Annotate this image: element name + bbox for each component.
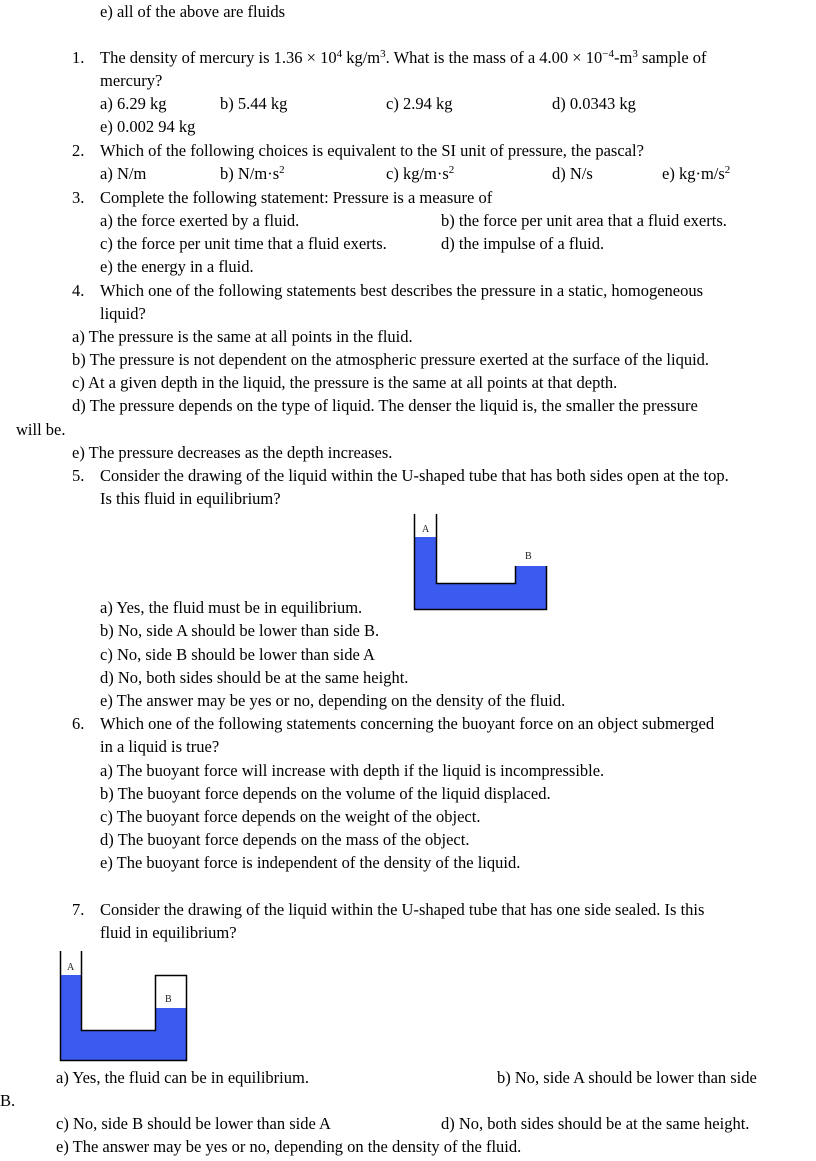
- q6-number: 6.: [72, 714, 85, 733]
- q4-option-b[interactable]: b) The pressure is not dependent on the atmospheric pressure exerted at the surface of the liquid.: [72, 350, 710, 369]
- q4-number: 4.: [72, 281, 85, 300]
- q6-option-c[interactable]: c) The buoyant force depends on the weight of the object.: [100, 807, 481, 826]
- q5-option-b[interactable]: b) No, side A should be lower than side B.: [100, 621, 380, 640]
- q3-number: 3.: [72, 188, 85, 207]
- q4-text-line2: liquid?: [100, 304, 146, 323]
- q6-option-b[interactable]: b) The buoyant force depends on the volume of the liquid displaced.: [100, 784, 551, 803]
- q5-text: Consider the drawing of the liquid within the U-shaped tube that has both sides open at the top.: [100, 466, 729, 485]
- q7-text: Consider the drawing of the liquid within the U-shaped tube that has one side sealed. Is this: [100, 900, 705, 919]
- q1-option-d[interactable]: d) 0.0343 kg: [552, 94, 636, 113]
- q1-option-e[interactable]: e) 0.002 94 kg: [100, 117, 196, 136]
- q2-number: 2.: [72, 141, 85, 160]
- q5-text-line2: Is this fluid in equilibrium?: [100, 489, 281, 508]
- q2-option-e[interactable]: e) $kg\cdot m/s^2$: [662, 164, 731, 183]
- q1-number: 1.: [72, 48, 85, 67]
- q4-option-e[interactable]: e) The pressure decreases as the depth increases.: [72, 443, 393, 462]
- q5-option-e[interactable]: e) The answer may be yes or no, depending on the density of the fluid.: [100, 691, 566, 710]
- intro-option: e) all of the above are fluids: [100, 2, 286, 21]
- q4-option-c[interactable]: c) At a given depth in the liquid, the pressure is the same at all points at that depth.: [72, 373, 618, 392]
- q2-option-b[interactable]: b) $N/m\cdot s^2$: [220, 164, 285, 183]
- q5-u-tube-figure: [413, 514, 548, 611]
- q6-option-e[interactable]: e) The buoyant force is independent of the density of the liquid.: [100, 853, 521, 872]
- q3-option-e[interactable]: e) the energy in a fluid.: [100, 257, 254, 276]
- q4-option-a[interactable]: a) The pressure is the same at all points in the fluid.: [72, 327, 413, 346]
- q6-option-a[interactable]: a) The buoyant force will increase with depth if the liquid is incompressible.: [100, 761, 605, 780]
- q7-liquid: [61, 975, 186, 1060]
- q7-label-b: B: [165, 994, 172, 1005]
- q7-option-b[interactable]: b) No, side A should be lower than side: [497, 1068, 757, 1087]
- q3-option-a[interactable]: a) the force exerted by a fluid.: [100, 211, 300, 230]
- q4-option-d-wrap[interactable]: will be.: [16, 420, 66, 439]
- q5-option-c[interactable]: c) No, side B should be lower than side A: [100, 645, 375, 664]
- q6-text: Which one of the following statements concerning the buoyant force on an object submerged: [100, 714, 715, 733]
- q3-option-d[interactable]: d) the impulse of a fluid.: [441, 234, 605, 253]
- q5-option-a[interactable]: a) Yes, the fluid must be in equilibrium.: [100, 598, 363, 617]
- q1-text-line2: mercury?: [100, 71, 163, 90]
- q7-option-a[interactable]: a) Yes, the fluid can be in equilibrium.: [56, 1068, 309, 1087]
- q4-option-d[interactable]: d) The pressure depends on the type of liquid. The denser the liquid is, the smaller the pressure: [72, 396, 698, 415]
- q3-text: Complete the following statement: Pressure is a measure of: [100, 188, 493, 207]
- q1-text: The density of mercury is $1.36 \times 10^4$ $kg/m^3$. What is the mass of a $4.00 \times 10^{-4}-m^3$ sample of: [100, 48, 707, 67]
- q5-option-d[interactable]: d) No, both sides should be at the same height.: [100, 668, 409, 687]
- q7-u-tube-figure: [59, 951, 188, 1062]
- q2-option-d[interactable]: d) N/s: [552, 164, 593, 183]
- q7-option-d[interactable]: d) No, both sides should be at the same height.: [441, 1114, 750, 1133]
- q7-label-a: A: [67, 962, 75, 973]
- q5-number: 5.: [72, 466, 85, 485]
- q2-text: Which of the following choices is equivalent to the SI unit of pressure, the pascal?: [100, 141, 644, 160]
- q1-option-a[interactable]: a) 6.29 kg: [100, 94, 167, 113]
- q3-option-c[interactable]: c) the force per unit time that a fluid exerts.: [100, 234, 387, 253]
- q1-option-c[interactable]: c) 2.94 kg: [386, 94, 453, 113]
- q3-option-b[interactable]: b) the force per unit area that a fluid exerts.: [441, 211, 727, 230]
- q5-label-a: A: [422, 524, 430, 535]
- q7-option-c[interactable]: c) No, side B should be lower than side A: [56, 1114, 331, 1133]
- q7-option-e[interactable]: e) The answer may be yes or no, depending on the density of the fluid.: [56, 1137, 522, 1156]
- q7-option-b-wrap[interactable]: B.: [0, 1091, 16, 1110]
- q1-option-b[interactable]: b) 5.44 kg: [220, 94, 288, 113]
- q5-liquid: [415, 537, 546, 609]
- q6-text-line2: in a liquid is true?: [100, 737, 220, 756]
- q6-option-d[interactable]: d) The buoyant force depends on the mass of the object.: [100, 830, 470, 849]
- q4-text: Which one of the following statements best describes the pressure in a static, homogeneous: [100, 281, 704, 300]
- q7-text-line2: fluid in equilibrium?: [100, 923, 237, 942]
- q2-option-a[interactable]: a) N/m: [100, 164, 147, 183]
- q2-option-c[interactable]: c) $kg/m\cdot s^2$: [386, 164, 455, 183]
- q5-label-b: B: [525, 551, 532, 562]
- q7-number: 7.: [72, 900, 85, 919]
